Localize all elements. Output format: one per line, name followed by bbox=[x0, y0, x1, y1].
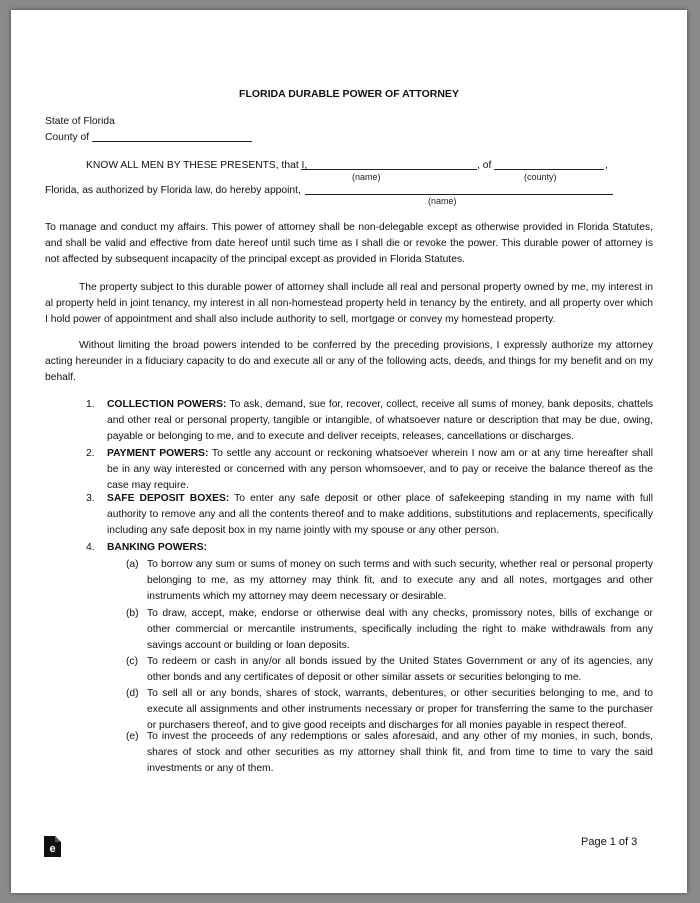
county-label: County of bbox=[45, 132, 90, 143]
page-number: Page 1 of 3 bbox=[581, 836, 638, 848]
banking-letter: (c) bbox=[126, 656, 139, 667]
banking-letter: (a) bbox=[126, 559, 139, 570]
principal-county-line bbox=[494, 169, 604, 170]
banking-letter: (b) bbox=[126, 608, 139, 619]
paragraph-property: The property subject to this durable power of attorney shall include all real and personal property owned by me, my interest in al property held in joint tenancy, my interest in all non-homestead property held in tenancy by the entirety, and all property over which I hold power of appointment and shall also include authority to sell, mortgage or convey my homestead property. bbox=[45, 282, 653, 325]
power-payment: PAYMENT POWERS: To settle any account or reckoning whatsoever wherein I now am or at any time hereafter shall be in any way interested or concerned with any person whomsoever, and to pay or receive the balance thereof as the case may require. bbox=[107, 448, 653, 491]
banking-item-c: To redeem or cash in any/or all bonds issued by the United States Government or any of its agencies, any other bonds and any certificates of deposit or other similar assets or securities belonging to me. bbox=[147, 656, 653, 683]
name-caption: (name) bbox=[352, 172, 381, 182]
power-number: 4. bbox=[86, 542, 95, 553]
power-number: 1. bbox=[86, 399, 95, 410]
power-banking: BANKING POWERS: bbox=[107, 542, 208, 553]
principal-name-line bbox=[301, 169, 477, 170]
county-blank-line bbox=[92, 141, 252, 142]
florida-appoint-text: Florida, as authorized by Florida law, do hereby appoint, bbox=[45, 185, 301, 196]
banking-item-a: To borrow any sum or sums of money on such terms and with such security, whether real or personal property belonging to me, as my attorney may think fit, and to execute any and all notes, mortgages and other instruments which my attorney may deem necessary or desirable. bbox=[147, 559, 653, 602]
banking-item-d: To sell all or any bonds, shares of stock, warrants, debentures, or other securities belonging to me, and to execute all assignments and other instruments necessary or proper for transferring the same to the purchaser or purchasers thereof, and to give good receipts and discharges for all monies payable in respect thereof. bbox=[147, 688, 653, 731]
state-label: State of Florida bbox=[45, 116, 115, 127]
document-title: FLORIDA DURABLE POWER OF ATTORNEY bbox=[239, 88, 459, 100]
banking-letter: (d) bbox=[126, 688, 139, 699]
power-safe-deposit: SAFE DEPOSIT BOXES: To enter any safe deposit or other place of safekeeping standing in my name with full authority to remove any and all the contents thereof and to make additions, substitutions and replacements, specifically including any safe deposit box in my name jointly with my spouse or any other person. bbox=[107, 493, 653, 536]
agent-name-line bbox=[305, 194, 613, 195]
paragraph-manage: To manage and conduct my affairs. This power of attorney shall be non-delegable except as otherwise provided in Florida Statutes, and shall be valid and effective from date hereof until such time as I shall die or revoke the power. This durable power of attorney is not affected by subsequent incapacity of the principal except as provided in Florida Statutes. bbox=[45, 222, 653, 265]
of-text: , of bbox=[477, 160, 492, 171]
paragraph-authorize: Without limiting the broad powers intended to be conferred by the preceding provisions, I expressly authorize my attorney acting hereunder in a fiduciary capacity to do and execute all or any of the following acts, deeds, and things for my benefit and on my behalf. bbox=[45, 340, 653, 383]
comma-text: , bbox=[605, 160, 608, 171]
county-caption: (county) bbox=[524, 172, 557, 182]
power-collection: COLLECTION POWERS: To ask, demand, sue for, recover, collect, receive all sums of money, bank deposits, chattels and other real or personal property, tangible or intangible, of whatsoever nature or description that may be due, owing, payable or belonging to me, and to execute and deliver receipts, releases, cancellations or discharges. bbox=[107, 399, 654, 442]
power-number: 2. bbox=[86, 448, 95, 459]
banking-letter: (e) bbox=[126, 731, 139, 742]
agent-name-caption: (name) bbox=[428, 196, 457, 206]
banking-item-b: To draw, accept, make, endorse or otherwise deal with any checks, promissory notes, bills of exchange or other commercial or mercantile instruments, specifically including the right to make withdrawals from any savings account or building or loan deposits. bbox=[147, 608, 653, 651]
document-page bbox=[11, 10, 687, 893]
banking-item-e: To invest the proceeds of any redemptions or sales aforesaid, and any other of my monies, in such, bonds, shares of stock and other securities as my attorney shall think fit, and from time to time to vary the said investments or any of them. bbox=[147, 731, 653, 774]
svg-text:e: e bbox=[49, 843, 56, 855]
power-number: 3. bbox=[86, 493, 95, 504]
know-all-text: KNOW ALL MEN BY THESE PRESENTS, that I, bbox=[86, 160, 308, 171]
eforms-logo-icon bbox=[44, 836, 61, 857]
